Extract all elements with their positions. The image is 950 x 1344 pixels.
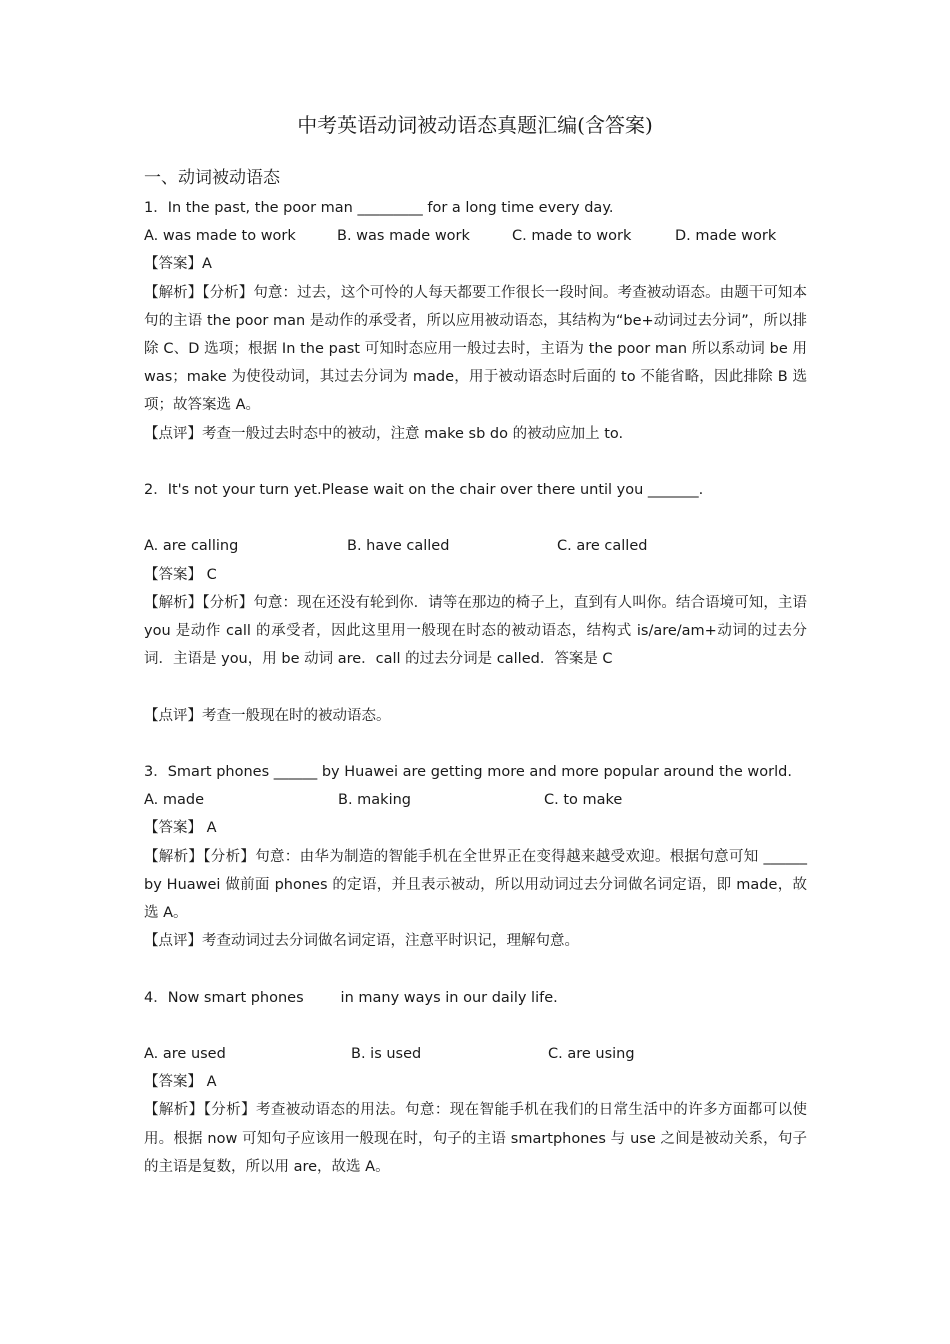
option-b: B. have called: [347, 538, 450, 555]
options-row: [144, 532, 807, 560]
options-row: [144, 222, 807, 250]
option-a: A. are calling: [144, 538, 239, 555]
answer-line: 【答案】 A: [144, 820, 217, 837]
answer-line: 【答案】 A: [144, 1074, 217, 1091]
document-body: [144, 162, 807, 1181]
answer-line: 【答案】A: [144, 256, 212, 273]
blank-line: [144, 673, 807, 701]
section-heading: 一、动词被动语态: [144, 168, 280, 188]
option-b: B. making: [338, 792, 411, 809]
question-2: [144, 476, 807, 730]
analysis-paragraph: 【解析】【分析】考查被动语态的用法。句意：现在智能手机在我们的日常生活中的许多方面都可以使用。根据 now 可知句子应该用一般现在时，句子的主语 smartphones 与 use 之间是被动关系，句子的主语是复数，所以用 are，故选 A。: [144, 1102, 807, 1175]
options-row: [144, 786, 807, 814]
option-c: C. are called: [557, 538, 648, 555]
option-a: A. made: [144, 792, 205, 809]
comment-line: 【点评】考查动词过去分词做名词定语，注意平时识记，理解句意。: [144, 933, 579, 950]
option-a: A. was made to work: [144, 228, 296, 245]
blank-line: [144, 730, 807, 758]
option-c: C. are using: [548, 1046, 635, 1062]
blank-line: [144, 1012, 807, 1040]
question-stem: 4．Now smart phones in many ways in our daily life.: [144, 989, 558, 1006]
option-c: C. made to work: [512, 228, 632, 245]
comment-line: 【点评】考查一般过去时态中的被动，注意 make sb do 的被动应加上 to.: [144, 425, 624, 442]
option-a: A. are used: [144, 1046, 226, 1062]
analysis-paragraph: 【解析】【分析】句意：过去，这个可怜的人每天都要工作很长一段时间。考查被动语态。由题干可知本句的主语 the poor man 是动作的承受者，所以应用被动语态，其结构为“be+动词过去分词”，所以排除 C、D 选项；根据 In the past 可知时态应用一般过去时，主语为 the poor man 所以系动词 be 用 was；make 为使役动词，其过去分词为 made，用于被动语态时后面的 to 不能省略，因此排除 B 选项；故答案选 A。: [144, 284, 807, 414]
option-d: D. made work: [675, 228, 777, 245]
question-3: [144, 758, 807, 955]
question-1: [144, 194, 807, 448]
blank-line: [144, 955, 807, 983]
comment-line: 【点评】考查一般现在时的被动语态。: [144, 707, 391, 724]
question-stem: 1．In the past, the poor man _________ for a long time every day.: [144, 200, 614, 216]
question-stem: 3．Smart phones ______ by Huawei are getting more and more popular around the world.: [144, 764, 792, 780]
option-b: B. was made work: [337, 228, 470, 245]
blank-line: [144, 504, 807, 532]
analysis-paragraph: 【解析】【分析】句意：现在还没有轮到你．请等在那边的椅子上，直到有人叫你。结合语境可知，主语 you 是动作 call 的承受者，因此这里用一般现在时态的被动语态，结构式 is/are/am+动词的过去分词．主语是 you，用 be 动词 are．call 的过去分词是 called．答案是 C: [144, 594, 807, 668]
answer-line: 【答案】 C: [144, 566, 217, 583]
option-b: B. is used: [351, 1046, 422, 1062]
document-title: 中考英语动词被动语态真题汇编(含答案): [297, 113, 653, 137]
analysis-paragraph: 【解析】【分析】句意：由华为制造的智能手机在全世界正在变得越来越受欢迎。根据句意可知 ______ by Huawei 做前面 phones 的定语，并且表示被动，所以用动词过去分词做名词定语，即 made，故选 A。: [144, 848, 807, 922]
blank-line: [144, 448, 807, 476]
options-row: [144, 1040, 807, 1068]
question-4: [144, 984, 807, 1181]
option-c: C. to make: [544, 792, 623, 809]
question-stem: 2．It's not your turn yet.Please wait on the chair over there until you _______.: [144, 482, 704, 499]
